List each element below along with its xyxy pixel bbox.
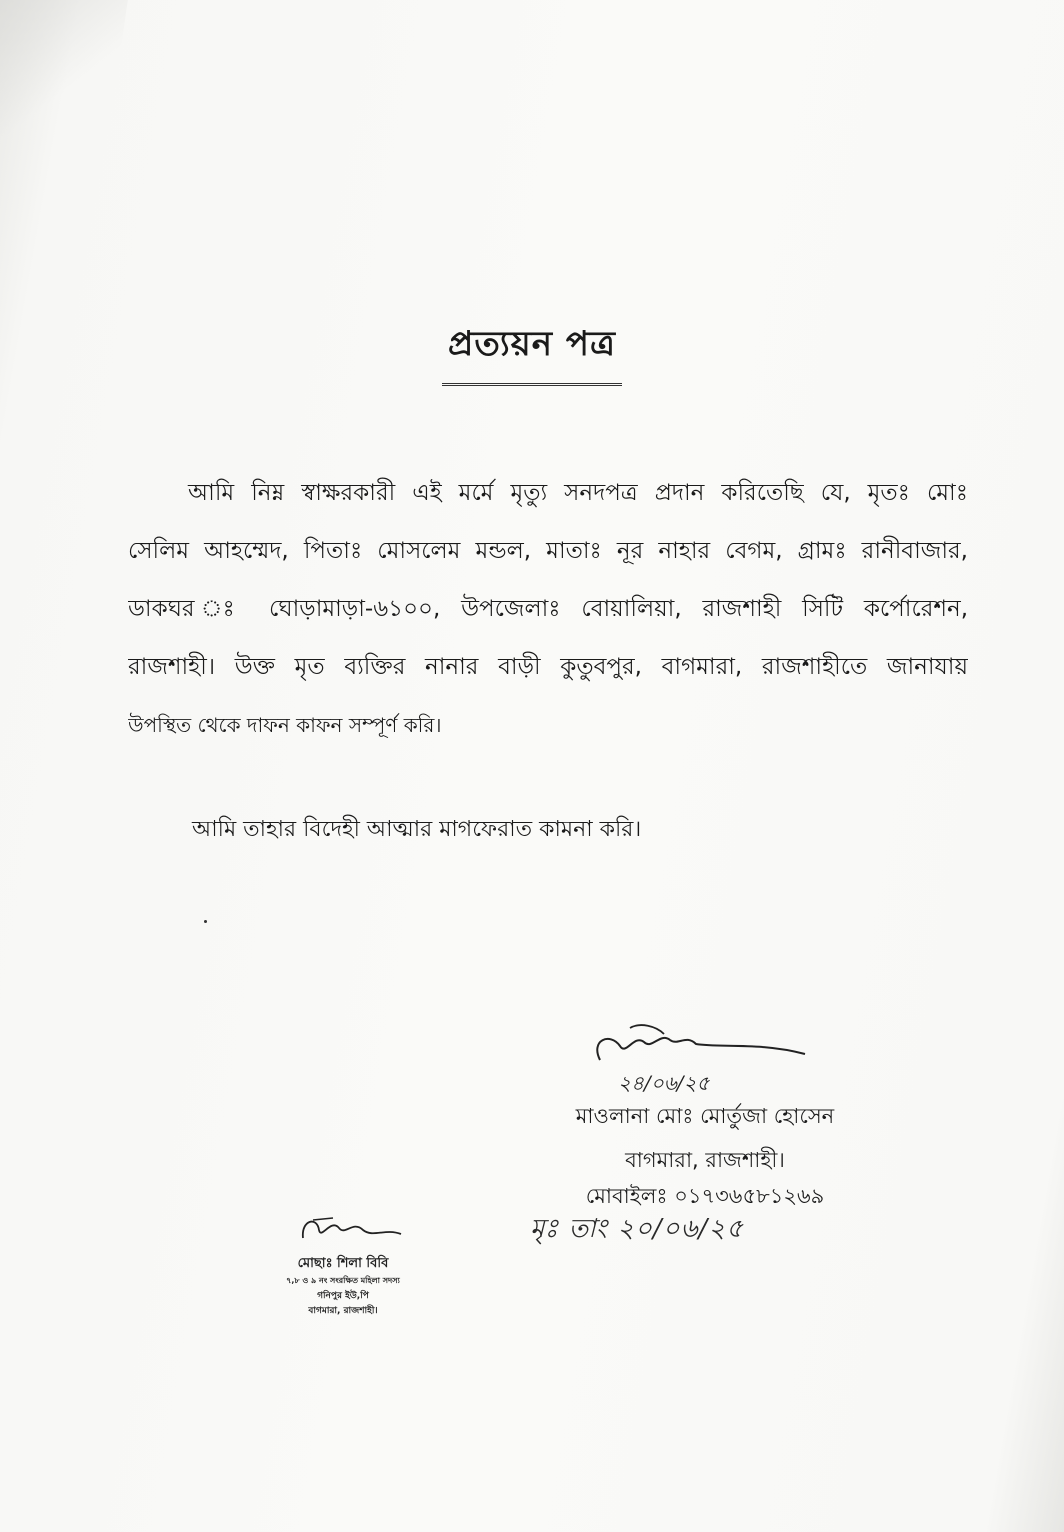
signatory-place: বাগমারা, রাজশাহী। [625,1148,785,1172]
signatory-mobile: মোবাইলঃ ০১৭৩৬৫৮১২৬৯ [585,1184,825,1208]
stamp-signature-scribble [273,1210,413,1250]
official-stamp [248,1210,438,1318]
document-title [0,318,1064,386]
ink-speck [204,920,207,923]
paragraph-line-1: আমি নিম্ন স্বাক্ষরকারী এই মর্মে মৃত্যু সনদপত্র প্রদান করিতেছি যে, মৃতঃ মোঃ [188,480,968,506]
paragraph-line-3: ডাকঘর ঃ ঘোড়ামাড়া-৬১০০, উপজেলাঃ বোয়ালিয়া, রাজশাহী সিটি কর্পোরেশন, [128,596,968,622]
prayer-sentence: আমি তাহার বিদেহী আত্মার মাগফেরাত কামনা করি। [192,817,642,842]
stamp-designation: ৭,৮ ও ৯ নং সংরক্ষিত মহিলা সদস্য [286,1276,400,1285]
stamp-location: বাগমারা, রাজশাহী। [308,1306,378,1316]
paragraph-line-2: সেলিম আহম্মেদ, পিতাঃ মোসলেম মন্ডল, মাতাঃ নূর নাহার বেগম, গ্রামঃ রানীবাজার, [128,538,968,564]
document-title-text: প্রত্যয়ন পত্র [442,318,622,386]
page-corner-shadow [0,0,132,150]
signature-scribble [570,1020,810,1100]
paragraph-line-4: রাজশাহী। উক্ত মৃত ব্যক্তির নানার বাড়ী কুতুবপুর, বাগমারা, রাজশাহীতে জানাযায় [128,654,968,680]
stamp-union: গনিপুর ইউ,পি [317,1291,369,1301]
paragraph-line-5: উপস্থিত থেকে দাফন কাফন সম্পূর্ণ করি। [128,713,442,737]
stamp-name: মোছাঃ শিলা বিবি [297,1256,389,1271]
signature-date: ২৪/০৬/২৫ [618,1071,710,1095]
certificate-paragraph [128,464,968,754]
signatory-name: মাওলানা মোঃ মোর্তুজা হোসেন [575,1104,835,1128]
handwritten-death-date: মৃঃ তাং ২০/০৬/২৫ [530,1214,744,1244]
